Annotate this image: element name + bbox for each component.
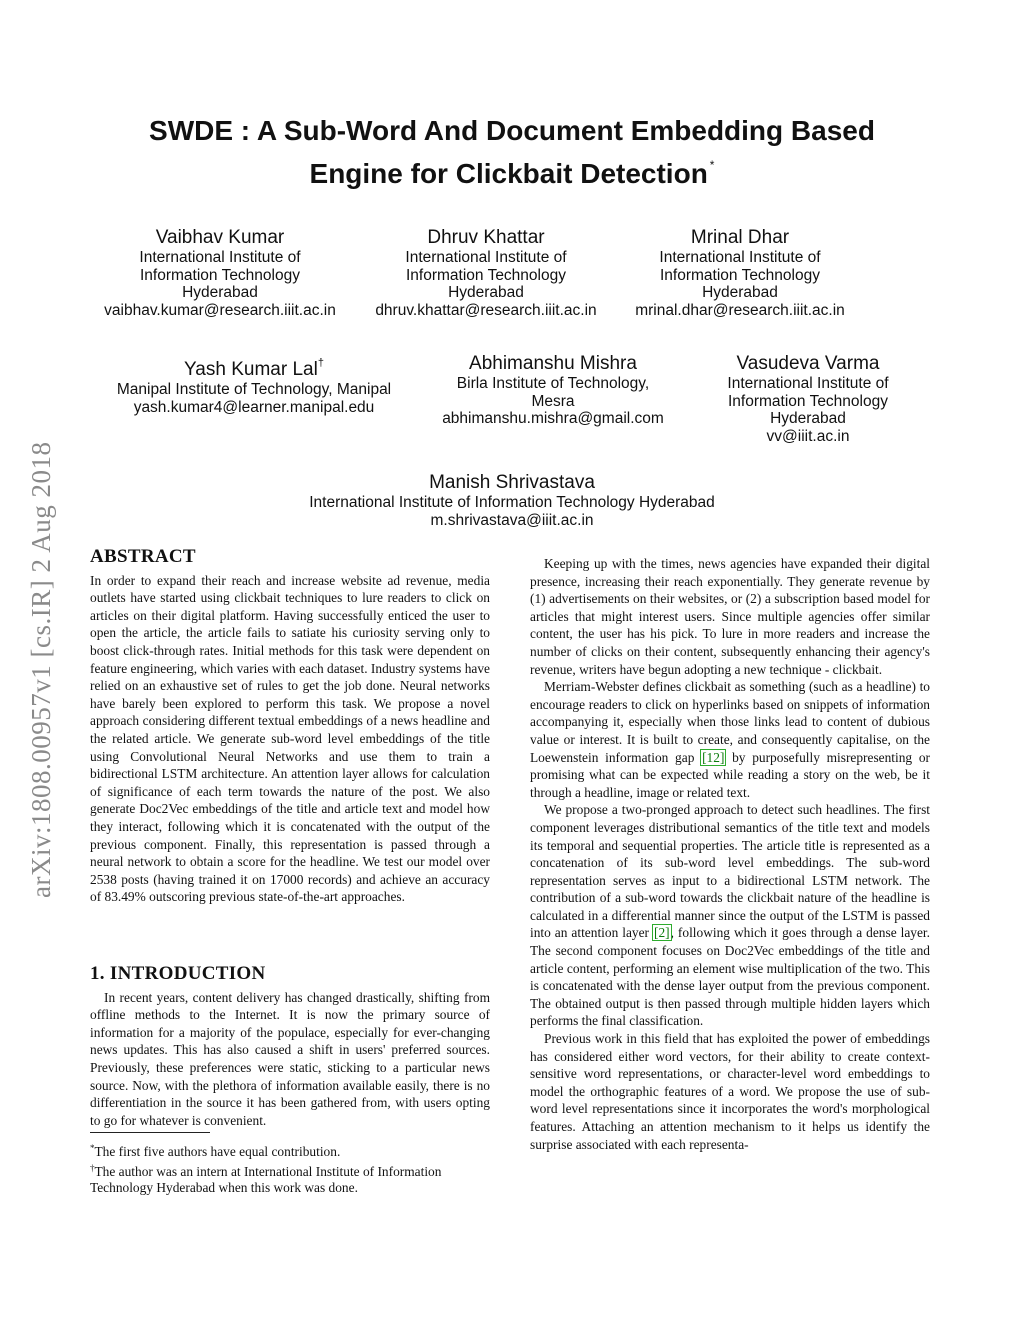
author-affiliation: International Institute of [405,249,567,266]
introduction-heading: 1. INTRODUCTION [90,963,266,984]
author-block [262,472,762,529]
author-email: vv@iiit.ac.in [766,427,850,445]
left-column [90,548,490,906]
author-email: dhruv.khattar@research.iiit.ac.in [375,301,597,319]
author-block [70,227,370,319]
title-footnote-mark: * [709,158,715,172]
author-name: Vaibhav Kumar [155,227,285,248]
author-footnote-mark: † [317,357,324,369]
paper-title [90,114,934,191]
author-block [590,227,890,319]
title-line-2: Engine for Clickbait Detection [309,158,708,189]
author-affiliation: Information Technology [660,266,820,284]
title-line-1: SWDE : A Sub-Word And Document Embedding Based [149,115,875,146]
author-affiliation: Information Technology [406,266,566,284]
introduction-paragraph: In recent years, content delivery has changed drastically, shifting from offline methods to the Internet. It is now the primary source of information for a majority of the populace, especially for ever-changing news updates. This has also caused a shift in users' preferred sources. Previously, these preferences were static, sticking to a particular news source. Now, with the plethora of information available easily, there is no differentiation in the source it has been gathered from, with users opting to go for whatever is convenient. [90,989,490,1128]
author-affiliation: Information Technology [728,392,888,410]
body-paragraph: Keeping up with the times, news agencies have expanded their digital presence, increasing their reach exponentially. They generate revenue by (1) advertisements on their websites, or (2) a subscription based model for articles that might interest users. Since multiple agencies offer similar content, the user has his pick. To lure in more readers and increase the number of clicks on their content, subsequently enhancing their agency's revenue, writers have begun adopting a new technique - clickbait. [530,556,930,677]
footnote-2 [90,1160,490,1196]
author-name: Abhimanshu Mishra [469,353,637,374]
author-name: Manish Shrivastava [429,472,595,493]
author-email: abhimanshu.mishra@gmail.com [442,410,664,427]
citation-link[interactable]: [12] [702,749,725,765]
footnote-rule [90,1132,210,1133]
citation-link[interactable]: [2] [653,925,670,941]
author-name: Dhruv Khattar [427,227,545,248]
author-email: yash.kumar4@learner.manipal.edu [133,398,375,416]
footnote-1 [90,1140,490,1160]
introduction-section [90,965,490,1129]
body-paragraph [530,801,930,1030]
author-name: Vasudeva Varma [736,353,880,374]
footnote-mark: * [90,1143,95,1153]
author-affiliation: Hyderabad [448,284,524,301]
author-affiliation: International Institute of Information Technology Hyderabad [309,494,715,511]
author-affiliation: Hyderabad [182,284,258,301]
author-affiliation: International Institute of [727,375,889,392]
author-name-text: Yash Kumar Lal [184,359,318,380]
paragraph-text: by purposefully misrepresenting or promising what can be expected while reading a story on the web, be it through a headline, image or related text. [530,749,930,800]
abstract-text: In order to expand their reach and increase website ad revenue, media outlets have started using clickbait techniques to lure readers to click on articles on their digital platform. Having successfully enticed the user to open the article, the article fails to satiate his curiosity serving only to boost click-through rates. Initial methods for this task were dependent on feature engineering, which varies with each dataset. Industry systems have relied on an exhaustive set of rules to get the job done. Neural networks have barely been explored to perform this task. We propose a novel approach considering different textual embeddings of a news headline and the related article. We generate sub-word level embeddings of the title using Convolutional Neural Networks and use them to train a bidirectional LSTM architecture. An attention layer allows for calculation of significance of each term towards the nature of the post. We also generate Doc2Vec embeddings of the title and article text and model how they interact, following which it is concatenated with the output of the previous component. Finally, this representation is passed through a neural network to obtain a score for the headline. We test our model over 2538 posts (having trained it on 17000 records) and achieve an accuracy of 83.49% outscoring previous state-of-the-art approaches. [90,572,490,905]
author-name [94,352,414,381]
footnote-text: The author was an intern at International Institute of Information Technology Hyderabad when this work was done. [90,1164,442,1195]
author-block [94,352,414,416]
footnote-mark: † [90,1163,95,1173]
author-affiliation: International Institute of [659,249,821,266]
author-affiliation: International Institute of [139,249,301,266]
author-affiliation: Birla Institute of Technology, [456,375,650,392]
author-name: Mrinal Dhar [690,227,790,248]
right-column [530,555,930,1153]
author-block [658,353,958,445]
author-email: vaibhav.kumar@research.iiit.ac.in [104,301,336,319]
author-email: mrinal.dhar@research.iiit.ac.in [635,301,845,319]
abstract-heading: ABSTRACT [90,546,196,567]
body-paragraph [530,678,930,801]
paragraph-text: We propose a two-pronged approach to detect such headlines. The first component leverages distributional semantics of the title text and models its temporal and sequential properties. The article title is represented as a concatenation of its sub-word level embeddings. The sub-word representation serves as input to a bidirectional LSTM network. The contribution of a sub-word towards the clickbait nature of the headline is calculated in a differential manner since the output of the LSTM is passed into an attention layer [530,802,930,941]
paragraph-text: , following which it goes through a dense layer. The second component focuses on Doc2Vec embeddings of the title and article content, performing an element wise multiplication of the two. This is concatenated with the dense layer output from the previous component. The obtained output is then passed through multiple hidden layers which performs the final classification. [530,925,930,1029]
arxiv-identifier: arXiv:1808.00957v1 [cs.IR] 2 Aug 2018 [26,441,56,899]
author-affiliation: Manipal Institute of Technology, Manipal [116,381,392,398]
author-email: m.shrivastava@iiit.ac.in [430,511,594,529]
paragraph-text: Merriam-Webster defines clickbait as something (such as a headline) to encourage readers to click on hyperlinks based on snippets of information accompanying it, especially when those links lead to content of dubious value or interest. It is built to create, and consequently capitalise, on the Loewenstein information gap [530,679,930,765]
author-affiliation: Hyderabad [770,410,846,427]
author-affiliation: Hyderabad [702,284,778,301]
author-affiliation: Mesra [531,392,575,410]
footnote-text: The first five authors have equal contribution. [94,1144,341,1159]
author-affiliation: Information Technology [140,266,300,284]
body-paragraph: Previous work in this field that has exploited the power of embeddings has considered either word vectors, for their ability to create context-sensitive word representations, or character-level word embeddings to model the orthographic features of a word. We propose the use of sub-word level representations since it incorporates the word's morphological features. Attaching an attention mechanism to it helps us identify the surprise associated with each representa- [530,1031,930,1152]
